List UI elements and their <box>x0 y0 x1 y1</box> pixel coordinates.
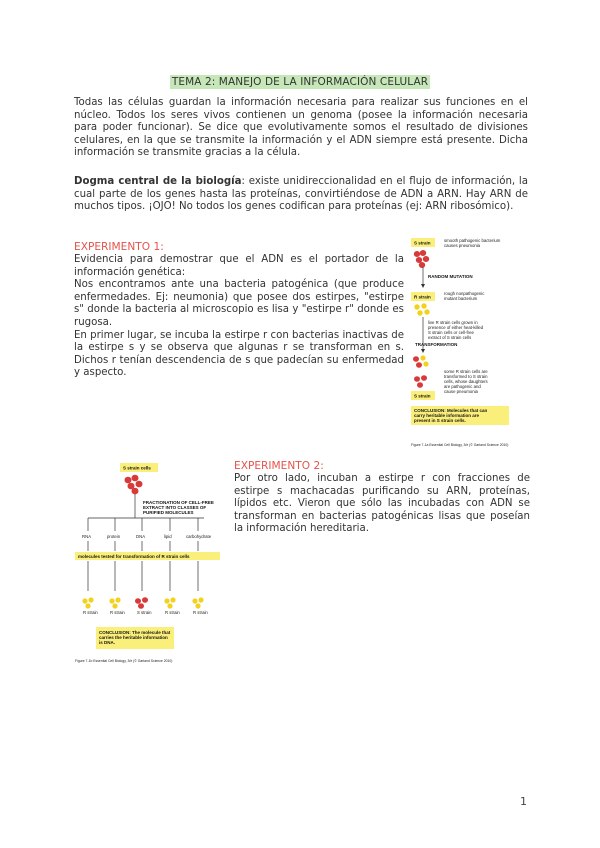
result-rna: R strain <box>83 610 98 615</box>
grown-2: presence of either heat-killed <box>428 325 484 330</box>
transformation-figure <box>410 236 528 452</box>
tr-5: cause pneumonia <box>444 389 478 394</box>
fraction-rna: RNA <box>82 534 92 539</box>
conclusion-3: present in S strain cells. <box>414 418 466 423</box>
conclusion-1: CONCLUSION: Molecules that can <box>414 408 488 413</box>
s-strain-label-2: S strain <box>414 393 431 399</box>
arrow-down-icon <box>421 284 425 288</box>
exp1-p1: Evidencia para demostrar que el ADN es el portador de la información genética: <box>74 254 404 278</box>
yellow-bacteria-icon <box>109 597 120 608</box>
page-number: 1 <box>520 795 527 808</box>
conclusion-2: carries the heritable information <box>99 635 168 640</box>
s-desc-1: smooth pathogenic bacterium <box>444 238 501 243</box>
yellow-bacteria-icon <box>414 303 429 315</box>
s-cells-label: S strain cells <box>123 465 151 471</box>
intro-paragraph: Todas las células guardan la información necesaria para realizar sus funciones en el núcleo. Todos los seres vivos contienen un genoma (posee la información necesaria para poder funcionar). Se dice que evolutivamente somos el resultado de divisiones celulares, en la que se transmite la información y el ADN siempre está presente. Dicha información se transmite gracias a la célula. <box>74 97 528 159</box>
figure-credit: Figure 7-1a Essential Cell Biology, 3/e (© Garland Science 2010) <box>411 443 509 447</box>
exp1-p3: En primer lugar, se incuba la estirpe r con bacterias inactivas de la estirpe s y se observa que algunas r se transforman en s. Dichos r tenían descendencia de s que padecían su enfermedad y aspecto. <box>74 329 404 379</box>
r-desc-1: rough nonpathogenic <box>444 291 485 296</box>
experiment-1-heading: EXPERIMENTO 1: <box>74 241 164 253</box>
yellow-bacteria-icon <box>82 597 93 608</box>
red-bacteria-icon <box>135 597 148 609</box>
conclusion-3: is DNA. <box>99 640 116 645</box>
figure-credit: Figure 7-1b Essential Cell Biology, 3/e (© Garland Science 2010) <box>75 659 173 663</box>
fract-3: PURIFIED MOLECULES <box>143 510 194 515</box>
experiment-1-text <box>74 254 404 380</box>
fract-2: EXTRACT INTO CLASSES OF <box>143 505 207 510</box>
mixed-bacteria-icon <box>413 355 429 367</box>
tested-label: molecules tested for transformation of R strain cells <box>78 554 190 559</box>
conclusion-2: carry heritable information are <box>414 413 480 418</box>
transformation-label: TRANSFORMATION <box>415 342 458 347</box>
red-bacteria-icon <box>414 250 429 268</box>
page-title: TEMA 2: MANEJO DE LA INFORMACIÓN CELULAR <box>171 76 429 88</box>
r-strain-label: R strain <box>414 294 431 300</box>
yellow-bacteria-icon <box>164 597 175 608</box>
fract-1: FRACTIONATION OF CELL-FREE <box>143 500 214 505</box>
s-strain-label: S strain <box>414 240 431 246</box>
experiment-2-text: Por otro lado, incuban a estirpe r con fracciones de estirpe s machacadas purificando su ARN, proteínas, lípidos etc. Vieron que sólo las incubadas con ADN se transforman en bacterias patogénicas lisas que poseían la información hereditaria. <box>234 473 530 535</box>
fraction-carbohydrate: carbohydrate <box>186 534 212 539</box>
grown-4: extract of S strain cells <box>428 335 472 340</box>
result-dna: S strain <box>137 610 152 615</box>
red-bacteria-icon <box>125 475 143 495</box>
dogma-term: Dogma central de la biología <box>74 176 242 187</box>
fractionation-figure <box>74 463 226 669</box>
s-desc-2: causes pneumonia <box>444 243 481 248</box>
tr-4: are pathogenic and <box>444 384 481 389</box>
yellow-bacteria-icon <box>192 597 203 608</box>
r-desc-2: mutant bacterium <box>444 296 478 301</box>
experiment-2-heading: EXPERIMENTO 2: <box>234 460 324 472</box>
fraction-protein: protein <box>107 534 121 539</box>
result-carbohydrate: R strain <box>193 610 208 615</box>
result-lipid: R strain <box>165 610 180 615</box>
tr-3: cells, whose daughters <box>444 379 488 384</box>
tr-2: transformed to S strain <box>444 374 488 379</box>
conclusion-1: CONCLUSION: The molecule that <box>99 630 171 635</box>
dogma-text: : existe unidireccionalidad en el flujo de información, la cual parte de los genes hasta las proteínas, convirtiéndose de ADN a ARN. Hay ARN de muchos tipos. ¡OJO! No todos los genes codifican para proteínas (ej: ARN ribosómico). <box>74 176 528 213</box>
fraction-lipid: lipid <box>164 534 172 539</box>
fraction-dna: DNA <box>136 534 146 539</box>
exp1-p2: Nos encontramos ante una bacteria patogénica (que produce enfermedades. Ej: neumonia) que posee dos estirpes, "estirpe s" donde la bacteria al microscopio es lisa y "estirpe r" donde es rugosa. <box>74 279 404 328</box>
grown-1: live R strain cells grown in <box>428 320 478 325</box>
result-protein: R strain <box>110 610 125 615</box>
arrow-down-icon <box>421 349 425 353</box>
tr-1: some R strain cells are <box>444 369 488 374</box>
dogma-paragraph <box>74 176 528 214</box>
red-bacteria-icon-2 <box>414 375 427 388</box>
grown-3: S strain cells or cell-free <box>428 330 474 335</box>
random-mutation-label: RANDOM MUTATION <box>428 274 473 279</box>
